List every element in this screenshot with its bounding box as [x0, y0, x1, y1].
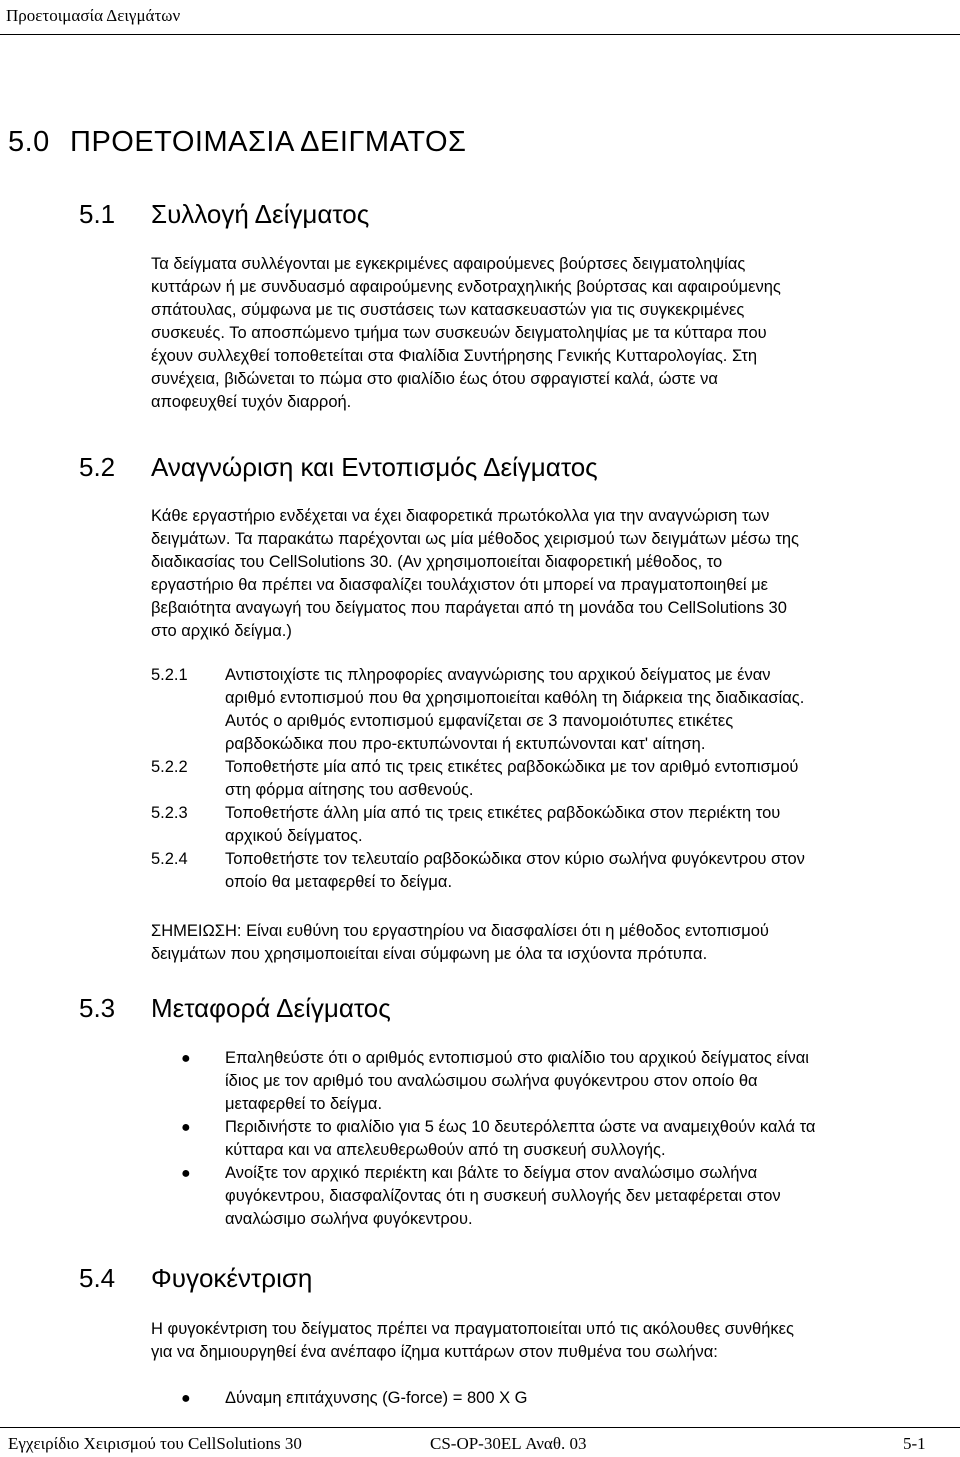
text-line: Δύναμη επιτάχυνσης (G-force) = 800 X G: [225, 1389, 528, 1407]
section-number: 5.1: [79, 199, 116, 229]
section-number: 5.3: [79, 993, 116, 1023]
list-item: [151, 1162, 959, 1231]
step-number: 5.2.3: [151, 804, 188, 822]
section-5-3-bullet-list: [151, 1047, 959, 1231]
header-divider: [0, 34, 960, 35]
section-number: 5.4: [79, 1263, 116, 1293]
text-line: φυγόκεντρου, διασφαλίζοντας ότι η συσκευή συλλογής δεν μεταφέρεται στον: [225, 1187, 781, 1205]
section-5-1-paragraph: [151, 253, 959, 414]
chapter-heading: [8, 126, 466, 159]
text-line: αριθμό εντοπισμού που θα χρησιμοποιείται καθόλη τη διάρκεια της διαδικασίας.: [225, 689, 805, 707]
chapter-number: 5.0: [8, 126, 50, 158]
text-line: αναλώσιμο σωλήνα φυγόκεντρου.: [225, 1210, 473, 1228]
section-title: Αναγνώριση και Εντοπισμός Δείγματος: [151, 452, 598, 482]
section-title: Συλλογή Δείγματος: [151, 199, 370, 229]
bullet-icon: ●: [181, 1050, 191, 1067]
text-line: Περιδινήστε το φιαλίδιο για 5 έως 10 δευτερόλεπτα ώστε να αναμειχθούν καλά τα: [225, 1118, 816, 1136]
list-item: [151, 848, 959, 894]
text-line: Τοποθετήστε τον τελευταίο ραβδοκώδικα στον κύριο σωλήνα φυγόκεντρου στον: [225, 850, 805, 868]
text-line: μεταφερθεί το δείγμα.: [225, 1095, 383, 1113]
text-line: Ανοίξτε τον αρχικό περιέκτη και βάλτε το δείγμα στον αναλώσιμο σωλήνα: [225, 1164, 758, 1182]
text-line: κυττάρων ή με συνδυασμό αφαιρούμενης ενδοτραχηλικής βούρτσας και αφαιρούμενης: [151, 278, 781, 296]
note-paragraph: [151, 920, 959, 966]
text-line: Η φυγοκέντριση του δείγματος πρέπει να πραγματοποιείται υπό τις ακόλουθες συνθήκες: [151, 1320, 794, 1338]
footer-document-code: CS-OP-30EL Αναθ. 03: [430, 1434, 587, 1453]
numbered-steps-list: [151, 664, 959, 894]
bullet-icon: ●: [181, 1119, 191, 1136]
section-heading-5-3: [79, 993, 391, 1024]
text-line: Τοποθετήστε άλλη μία από τις τρεις ετικέτες ραβδοκώδικα στον περιέκτη του: [225, 804, 781, 822]
section-heading-5-2: [79, 452, 598, 483]
step-number: 5.2.4: [151, 850, 188, 868]
list-item: [151, 1047, 959, 1116]
running-header: Προετοιμασία Δειγμάτων: [6, 6, 181, 25]
text-line: στο αρχικό δείγμα.): [151, 622, 292, 640]
text-line: αρχικού δείγματος.: [225, 827, 363, 845]
text-line: Επαληθεύστε ότι ο αριθμός εντοπισμού στο φιαλίδιο του αρχικού δείγματος είναι: [225, 1049, 809, 1067]
text-line: στη φόρμα αίτησης του ασθενούς.: [225, 781, 474, 799]
text-line: δειγμάτων. Τα παρακάτω παρέχονται ως μία μέθοδος χειρισμού των δειγμάτων μέσω της: [151, 530, 799, 548]
footer-page-number: 5-1: [903, 1434, 926, 1453]
text-line: για να δημιουργηθεί ένα ανέπαφο ίζημα κυττάρων στον πυθμένα του σωλήνα:: [151, 1343, 718, 1361]
text-line: έχουν συλλεχθεί τοποθετείται στα Φιαλίδια Συντήρησης Γενικής Κυτταρολογίας. Στη: [151, 347, 758, 365]
footer-divider: [0, 1427, 960, 1428]
section-title: Μεταφορά Δείγματος: [151, 993, 391, 1023]
step-number: 5.2.1: [151, 666, 188, 684]
list-item: [151, 1387, 959, 1410]
text-line: Κάθε εργαστήριο ενδέχεται να έχει διαφορετικά πρωτόκολλα για την αναγνώριση των: [151, 507, 770, 525]
text-line: αποφευχθεί τυχόν διαρροή.: [151, 393, 352, 411]
text-line: διαδικασίας του CellSolutions 30. (Αν χρησιμοποιείται διαφορετική μέθοδος, το: [151, 553, 723, 571]
list-item: [151, 1116, 959, 1162]
text-line: εργαστήριο θα πρέπει να διασφαλίζει τουλάχιστον ότι μπορεί να πραγματοποιηθεί με: [151, 576, 769, 594]
text-line: συνέχεια, βιδώνεται το πώμα στο φιαλίδιο έως ότου σφραγιστεί καλά, ώστε να: [151, 370, 718, 388]
section-heading-5-1: [79, 199, 369, 230]
section-5-4-bullet-list: [151, 1387, 959, 1410]
text-line: Τα δείγματα συλλέγονται με εγκεκριμένες αφαιρούμενες βούρτσες δειγματοληψίας: [151, 255, 746, 273]
section-number: 5.2: [79, 452, 116, 482]
section-heading-5-4: [79, 1263, 312, 1294]
section-5-4-paragraph: [151, 1318, 959, 1364]
text-line: Τοποθετήστε μία από τις τρεις ετικέτες ραβδοκώδικα με τον αριθμό εντοπισμού: [225, 758, 799, 776]
text-line: ραβδοκώδικα που προ-εκτυπώνονται ή εκτυπώνονται κατ' αίτηση.: [225, 735, 706, 753]
text-line: Αυτός ο αριθμός εντοπισμού εμφανίζεται σε 3 πανομοιότυπες ετικέτες: [225, 712, 734, 730]
text-line: Αντιστοιχίστε τις πληροφορίες αναγνώρισης του αρχικού δείγματος με έναν: [225, 666, 771, 684]
text-line: δειγμάτων που χρησιμοποιείται είναι σύμφωνη με όλα τα ισχύοντα πρότυπα.: [151, 945, 708, 963]
text-line: οποίο θα μεταφερθεί το δείγμα.: [225, 873, 453, 891]
text-line: ίδιος με τον αριθμό του αναλώσιμου σωλήνα φυγόκεντρου στον οποίο θα: [225, 1072, 758, 1090]
list-item: [151, 802, 959, 848]
bullet-icon: ●: [181, 1390, 191, 1407]
bullet-icon: ●: [181, 1165, 191, 1182]
section-5-2-paragraph: [151, 505, 959, 643]
step-number: 5.2.2: [151, 758, 188, 776]
chapter-title: ΠΡΟΕΤΟΙΜΑΣΙΑ ΔΕΙΓΜΑΤΟΣ: [70, 126, 467, 158]
text-line: βεβαιότητα αναγωγή του δείγματος που παράγεται από τη μονάδα του CellSolutions 30: [151, 599, 787, 617]
list-item: [151, 664, 959, 756]
text-line: ΣΗΜΕΙΩΣΗ: Είναι ευθύνη του εργαστηρίου να διασφαλίσει ότι η μέθοδος εντοπισμού: [151, 922, 769, 940]
section-title: Φυγοκέντριση: [151, 1263, 313, 1293]
list-item: [151, 756, 959, 802]
text-line: κύτταρα και να απελευθερωθούν από τη συσκευή συλλογής.: [225, 1141, 666, 1159]
footer-manual-title: Εγχειρίδιο Χειρισμού του CellSolutions 30: [8, 1434, 302, 1453]
text-line: σπάτουλας, σύμφωνα με τις συστάσεις των κατασκευαστών για τις συγκεκριμένες: [151, 301, 745, 319]
text-line: συσκευές. Το αποσπώμενο τμήμα των συσκευών δειγματοληψίας με τα κύτταρα που: [151, 324, 767, 342]
